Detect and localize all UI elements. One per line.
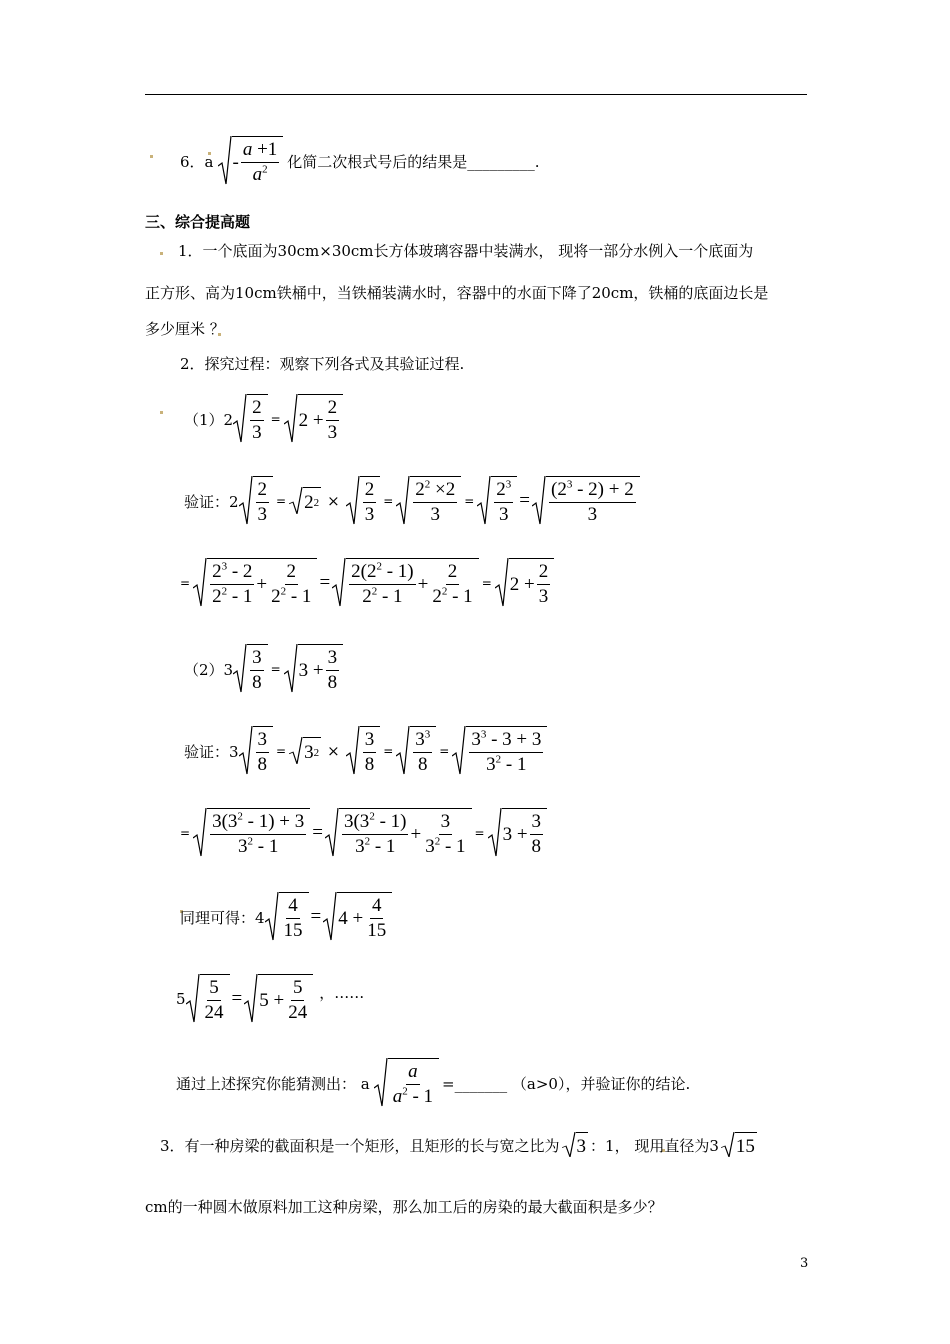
verify-1a: 验证：2 $\frac{2}{3}$ = 2 2 × $\frac{2}{3}$ = $\frac{2^2 \times 2}{3}$ = $\frac{2^3}{3}$ = $\frac{(2^3 - 2) + 2}{3}$	[184, 476, 640, 526]
header-rule	[145, 94, 807, 95]
radical: - $\frac{a +1}{a^2}$	[218, 136, 284, 186]
case-2-label: （2）3	[184, 660, 234, 679]
case-5: 5 $\frac{5}{24}$ = 5 + $\frac{5}{24}$ ，……	[176, 974, 364, 1024]
radical: $\frac{2}{3}$	[233, 394, 268, 444]
section-title: 三、综合提高题	[145, 213, 251, 231]
verify-2a: 验证：3 $\frac{3}{8}$ = 3 2 × $\frac{3}{8}$ = $\frac{3^3}{8}$ = $\frac{3^3 - 3 + 3}{3^2 - 1}$	[184, 726, 547, 776]
p3-line1-b: ：1， 现用直径为3	[590, 1136, 719, 1155]
margin-mark	[150, 155, 153, 158]
ellipsis: ，……	[319, 984, 365, 1002]
guess-line: 通过上述探究你能猜测出： a $\frac{a}{a^2 - 1}$ =_______ （a>0），并验证你的结论.	[176, 1058, 690, 1108]
similarly-4: 同理可得：4 $\frac{4}{15}$ = 4 + $\frac{4}{15}$	[180, 892, 392, 942]
case-2: （2）3 $\frac{3}{8}$ = 3 + $\frac{3}{8}$	[184, 644, 343, 694]
five-label: 5	[176, 990, 186, 1008]
p1-line3: 多少厘米 ？	[145, 320, 225, 338]
guess-suffix: =_______ （a>0），并验证你的结论.	[442, 1074, 691, 1093]
similarly-label: 同理可得：4	[180, 908, 265, 927]
page-number: 3	[800, 1256, 809, 1271]
verify-1b: = $\frac{2^3 - 2}{2^2 - 1}$ + $\frac{2}{2^2 - 1}$ = $\frac{2(2^2 - 1)}{2^2 - 1}$ + $\frac{2}{2^2 - 1}$ = 2 + $\frac{2}{3}$	[180, 558, 554, 608]
q6-prefix: 6．a	[180, 152, 214, 171]
verify-label: 验证：2	[184, 492, 239, 511]
question-6	[180, 136, 540, 186]
guess-prefix: 通过上述探究你能猜测出： a	[176, 1074, 370, 1093]
q6-suffix: 化简二次根式号后的结果是_________.	[287, 152, 540, 171]
p1-line1: 1．一个底面为30cm×30cm长方体玻璃容器中装满水， 现将一部分水例入一个底面为	[178, 242, 754, 260]
p2-intro: 2．探究过程：观察下列各式及其验证过程.	[180, 355, 465, 373]
verify-2-label: 验证：3	[184, 742, 239, 761]
margin-mark	[160, 252, 163, 255]
p1-line2: 正方形、高为10cm铁桶中，当铁桶装满水时，容器中的水面下降了20cm，铁桶的底面边长是	[145, 284, 769, 302]
p3-line1: 3．有一种房梁的截面积是一个矩形，且矩形的长与宽之比为 3 ：1， 现用直径为3 15	[160, 1132, 757, 1158]
case-1-label: （1）2	[184, 410, 234, 429]
p3-line1-a: 3．有一种房梁的截面积是一个矩形，且矩形的长与宽之比为	[160, 1136, 560, 1155]
p3-line2: cm的一种圆木做原料加工这种房梁，那么加工后的房染的最大截面积是多少？	[145, 1198, 663, 1216]
margin-mark	[160, 411, 163, 414]
case-1: （1）2 $\frac{2}{3}$ = 2 + $\frac{2}{3}$	[184, 394, 343, 444]
verify-2b: = $\frac{3(3^2 - 1) + 3}{3^2 - 1}$ = $\frac{3(3^2 - 1)}{3^2 - 1}$ + $\frac{3}{3^2 - 1}$ = 3 + $\frac{3}{8}$	[180, 808, 547, 858]
radical: 2 + $\frac{2}{3}$	[284, 394, 343, 444]
